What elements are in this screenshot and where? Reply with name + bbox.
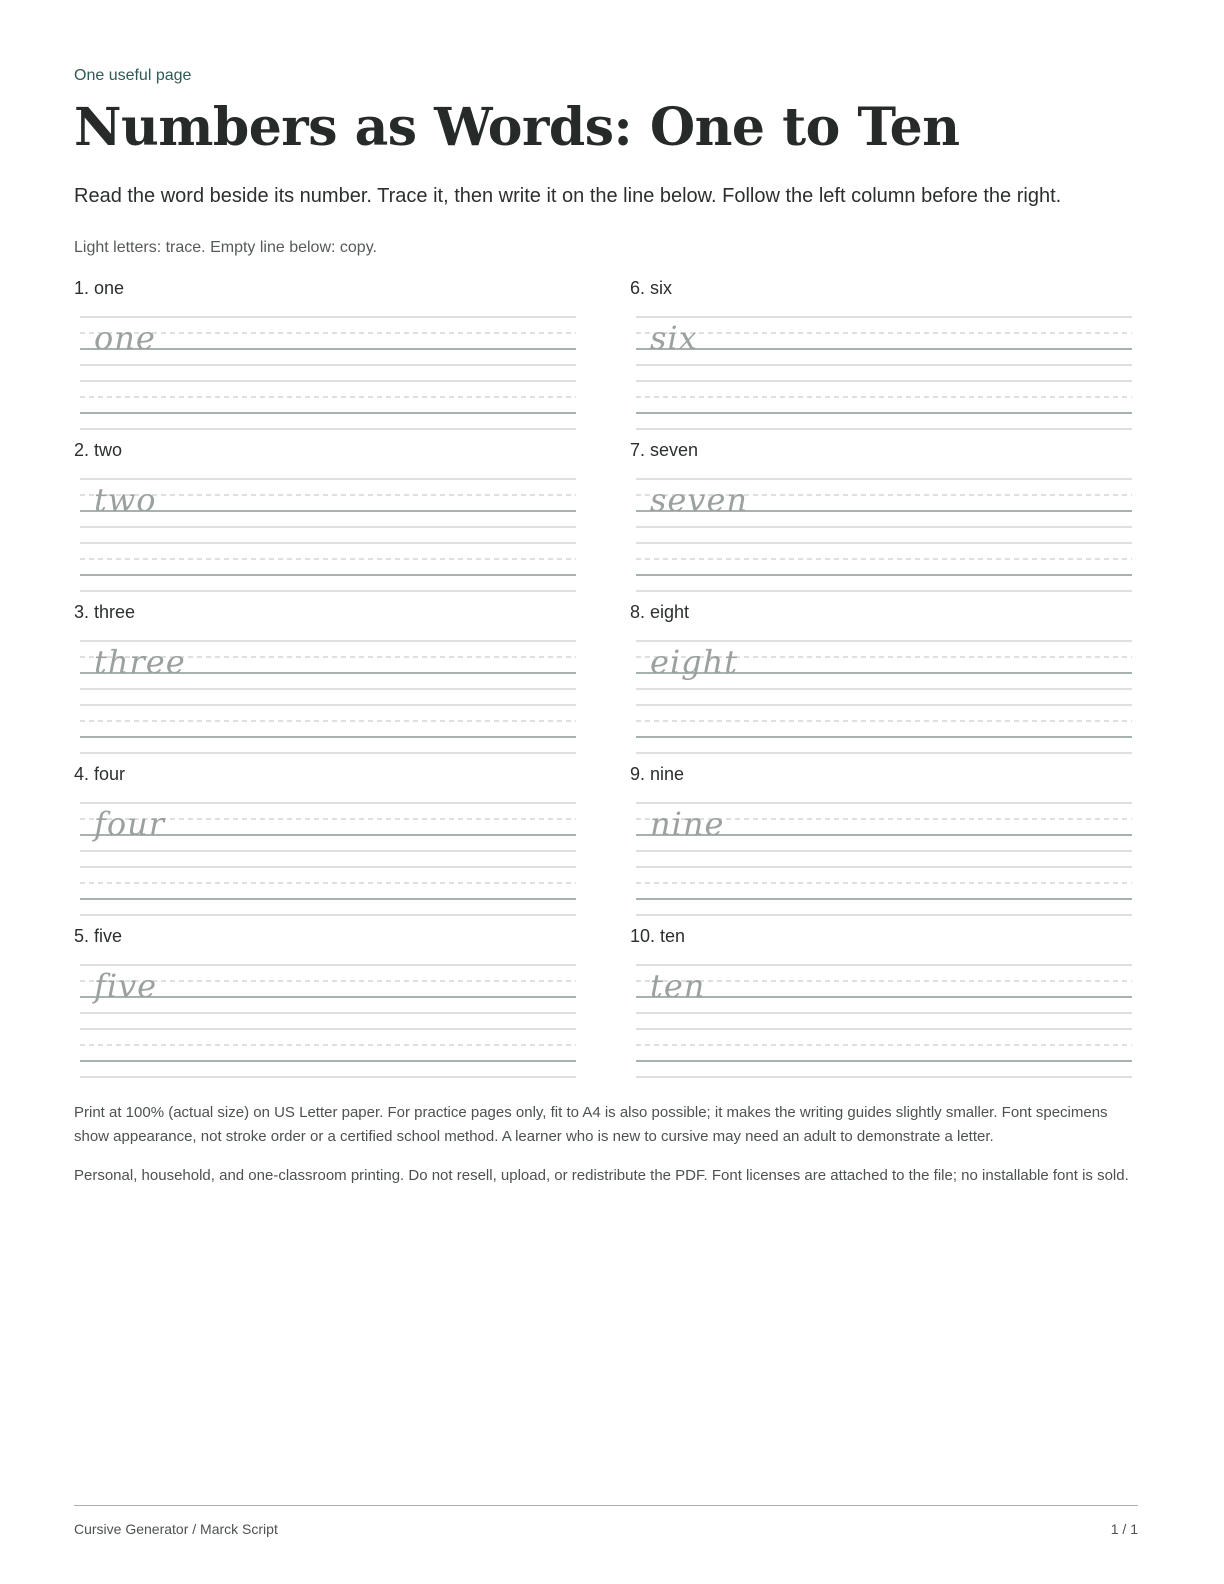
- item-label: 1. one: [74, 278, 125, 298]
- practice-item: [630, 436, 1138, 598]
- trace-word: eight: [650, 643, 739, 681]
- item-label: 9. nine: [630, 764, 685, 784]
- footer-credit: Cursive Generator / Marck Script: [74, 1521, 278, 1537]
- item-label: 10. ten: [630, 926, 686, 946]
- practice-item: [74, 922, 582, 1084]
- item-label: 5. five: [74, 926, 123, 946]
- item-label: 4. four: [74, 764, 126, 784]
- practice-item: [630, 760, 1138, 922]
- practice-item: [74, 760, 582, 922]
- print-note: Print at 100% (actual size) on US Letter paper. For practice pages only, fit to A4 is also possible; it makes the writing guides slightly smaller. Font specimens show appearance, not stroke order or a certified school method. A learner who is new to cursive may need an adult to demonstrate a letter.: [74, 1104, 1108, 1145]
- page-number: 1 / 1: [1110, 1521, 1138, 1537]
- practice-item: [74, 598, 582, 760]
- practice-item: [74, 274, 582, 436]
- trace-word: six: [650, 319, 698, 357]
- writing-guides[interactable]: [636, 314, 1132, 434]
- footer-divider: [74, 1505, 1138, 1506]
- practice-item: [630, 274, 1138, 436]
- trace-word: ten: [650, 967, 706, 1005]
- item-label: 3. three: [74, 602, 136, 622]
- trace-word: nine: [650, 805, 725, 843]
- trace-note: Light letters: trace. Empty line below: copy.: [74, 239, 377, 256]
- license-note: Personal, household, and one-classroom printing. Do not resell, upload, or redistribute the PDF. Font licenses are attached to the file; no installable font is sold.: [74, 1167, 1129, 1184]
- instructions: Read the word beside its number. Trace it, then write it on the line below. Follow the left column before the right.: [74, 185, 1062, 207]
- trace-word: one: [94, 319, 156, 357]
- page-title: Numbers as Words: One to Ten: [74, 97, 960, 158]
- trace-word: two: [94, 481, 157, 519]
- practice-grid: [74, 274, 1138, 1084]
- kicker: One useful page: [74, 67, 192, 84]
- practice-item: [74, 436, 582, 598]
- writing-guides[interactable]: [636, 962, 1132, 1082]
- trace-word: seven: [650, 481, 748, 519]
- trace-word: five: [94, 967, 158, 1005]
- item-label: 2. two: [74, 440, 123, 460]
- trace-word: three: [94, 643, 186, 681]
- trace-word: four: [94, 805, 166, 843]
- practice-item: [630, 922, 1138, 1084]
- item-label: 8. eight: [630, 602, 690, 622]
- practice-item: [630, 598, 1138, 760]
- item-label: 6. six: [630, 278, 673, 298]
- item-label: 7. seven: [630, 440, 699, 460]
- worksheet-page: [74, 0, 1138, 1584]
